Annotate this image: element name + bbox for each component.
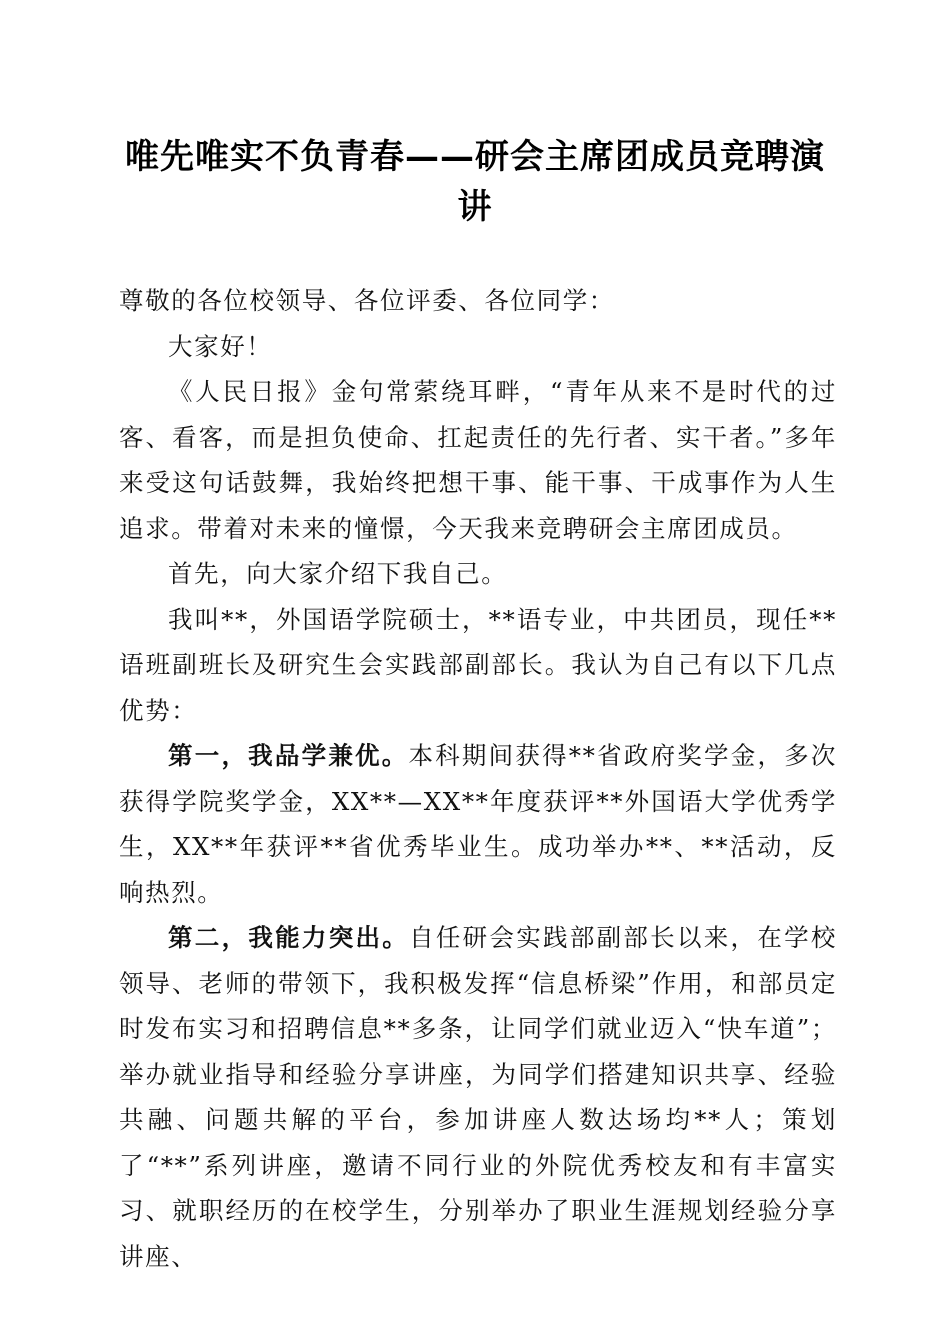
advantage-2-heading: 第二，我能力突出。 xyxy=(168,923,410,952)
document-title: 唯先唯实不负青春——研会主席团成员竞聘演讲 xyxy=(125,137,825,227)
salutation: 尊敬的各位校领导、各位评委、各位同学： xyxy=(119,286,615,315)
paragraph-self-intro-lead: 首先，向大家介绍下我自己。 xyxy=(168,559,508,588)
advantage-1-heading: 第一，我品学兼优。 xyxy=(168,741,409,770)
paragraph-self-intro: 我叫**，外国语学院硕士，**语专业，中共团员，现任**语班副班长及研究生会实践部副部长。我认为自己有以下几点优势： xyxy=(119,604,837,725)
paragraph-advantage-2 xyxy=(119,915,837,1279)
greeting: 大家好！ xyxy=(168,331,273,361)
paragraph-advantage-1 xyxy=(119,733,837,915)
document-body xyxy=(119,278,837,1279)
paragraph-intro-quote: 《人民日报》金句常萦绕耳畔，“青年从来不是时代的过客、看客，而是担负使命、扛起责任的先行者、实干者。”多年来受这句话鼓舞，我始终把想干事、能干事、干成事作为人生追求。带着对未来的憧憬，今天我来竞聘研会主席团成员。 xyxy=(119,377,837,543)
advantage-1-text: 本科期间获得**省政府奖学金，多次获得学院奖学金，XX**—XX**年度获评**外国语大学优秀学生，XX**年获评**省优秀毕业生。成功举办**、**活动，反响热烈。 xyxy=(119,741,837,907)
advantage-2-text: 自任研会实践部副部长以来，在学校领导、老师的带领下，我积极发挥“信息桥梁”作用，和部员定时发布实习和招聘信息**多条，让同学们就业迈入“快车道”；举办就业指导和经验分享讲座，为同学们搭建知识共享、经验共融、问题共解的平台，参加讲座人数达场均**人；策划了“**”系列讲座，邀请不同行业的外院优秀校友和有丰富实习、就职经历的在校学生，分别举办了职业生涯规划经验分享讲座、 xyxy=(119,923,837,1271)
